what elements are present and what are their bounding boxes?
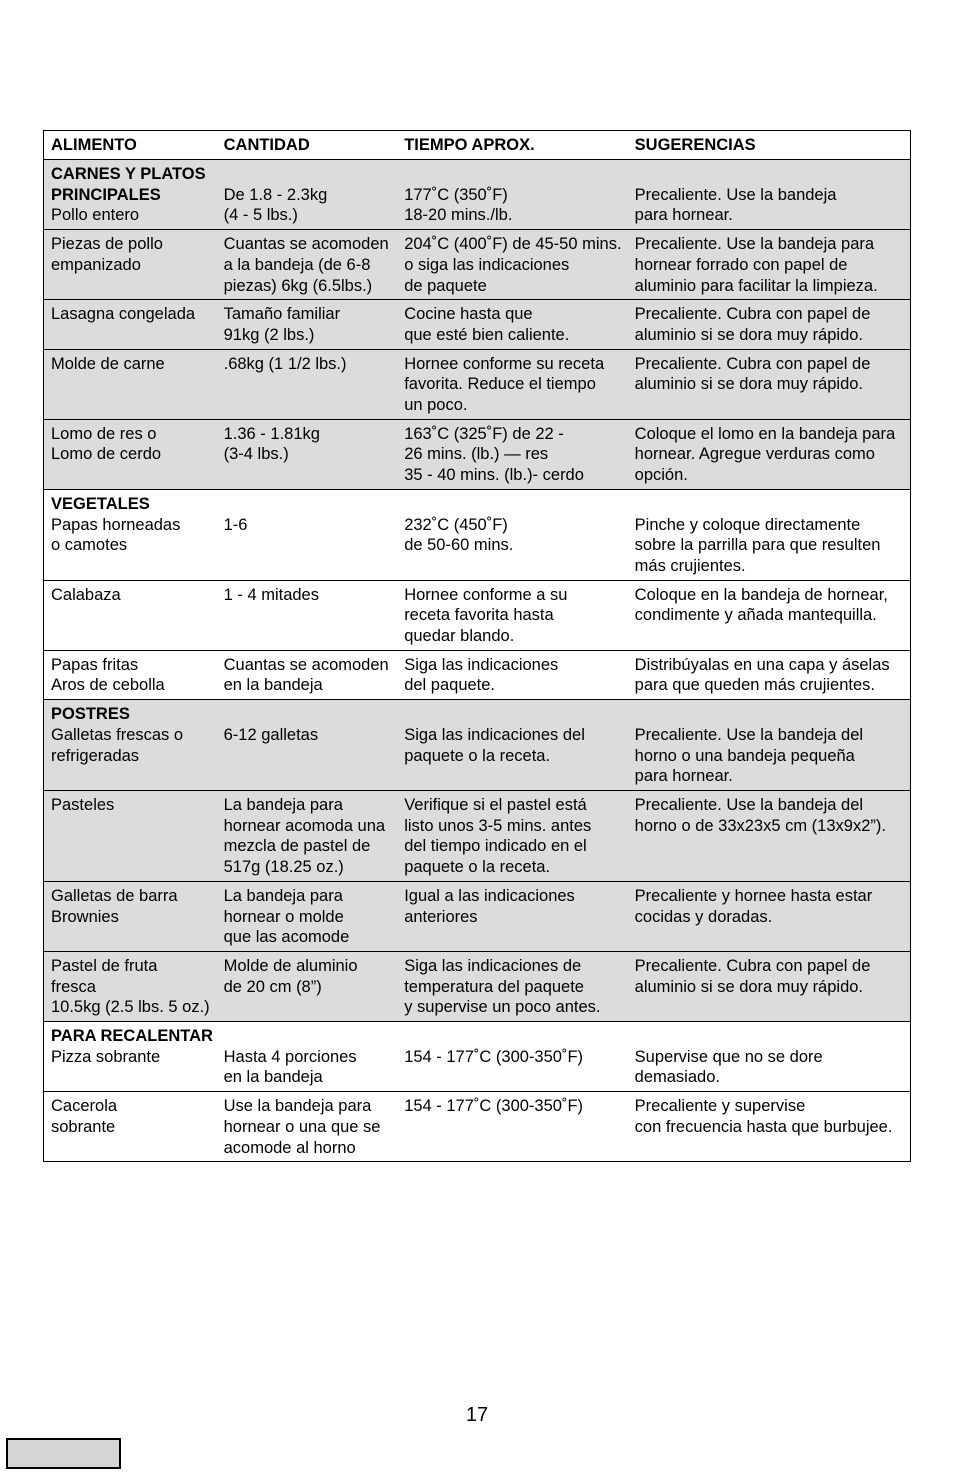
cell-text: Coloque en la bandeja de hornear, condimente y añada mantequilla. [634, 585, 888, 625]
cell-sugerencias [628, 1026, 910, 1088]
section-title: POSTRES [51, 705, 130, 724]
cell-alimento [44, 1026, 217, 1088]
section-spacer [224, 164, 398, 185]
cell-alimento [44, 164, 217, 226]
cell-cantidad [217, 655, 398, 696]
cell-text: Use la bandeja para hornear o una que se acomode al horno [223, 1097, 381, 1157]
cell-text: Tamaño familiar 91kg (2 lbs.) [223, 305, 341, 344]
cell-text: .68kg (1 1/2 lbs.) [223, 354, 347, 373]
section-spacer [224, 494, 398, 515]
section-spacer [404, 704, 627, 725]
cell-alimento [44, 1096, 217, 1158]
cell-text: Pollo entero [51, 206, 140, 225]
cell-text: Precaliente. Cubra con papel de aluminio si se dora muy rápido. [634, 305, 871, 344]
cell-tiempo [397, 1026, 627, 1088]
section-title: CARNES Y PLATOS PRINCIPALES [51, 165, 206, 204]
cell-text: Hasta 4 porciones en la bandeja [223, 1047, 357, 1087]
cell-alimento [44, 354, 217, 416]
cell-text: Cacerola sobrante [51, 1097, 118, 1136]
cell-text: 1 - 4 mitades [223, 585, 319, 604]
cell-sugerencias [628, 655, 910, 696]
cell-tiempo [397, 655, 627, 696]
section-spacer [635, 1026, 910, 1047]
cell-text: Precaliente. Use la bandeja del horno o de 33x23x5 cm (13x9x2”). [634, 795, 886, 835]
table-row [44, 699, 910, 790]
table-header-row [44, 131, 910, 159]
cell-text: Igual a las indicaciones anteriores [404, 886, 575, 926]
section-title: PARA RECALENTAR [51, 1027, 213, 1046]
table-row [44, 580, 910, 650]
table-row [44, 299, 910, 348]
cell-text: Siga las indicaciones del paquete. [404, 655, 559, 695]
table-row [44, 489, 910, 580]
table-row [44, 159, 910, 229]
cell-sugerencias [628, 886, 910, 948]
table-row [44, 349, 910, 419]
cell-sugerencias [628, 304, 910, 345]
cell-text: Cuantas se acomoden a la bandeja (de 6-8 piezas) 6kg (6.5lbs.) [223, 235, 389, 295]
cell-tiempo [397, 704, 627, 787]
cell-tiempo [397, 795, 627, 878]
cell-sugerencias [628, 704, 910, 787]
cell-text: La bandeja para hornear acomoda una mezcla de pastel de 517g (18.25 oz.) [223, 795, 386, 877]
cell-text: Calabaza [51, 585, 121, 604]
cell-cantidad [217, 956, 398, 1018]
cell-tiempo [397, 956, 627, 1018]
cell-alimento [44, 304, 217, 345]
cell-alimento [44, 956, 217, 1018]
table-row [44, 1091, 910, 1161]
cell-sugerencias [628, 585, 910, 647]
cell-text: Precaliente. Use la bandeja del horno o una bandeja pequeña para hornear. [634, 725, 864, 786]
cell-text: Pastel de fruta fresca 10.5kg (2.5 lbs. 5 oz.) [51, 956, 210, 1017]
section-spacer [224, 704, 398, 725]
section-title: VEGETALES [51, 494, 150, 513]
cell-alimento [44, 704, 217, 787]
cell-text: 6-12 galletas [223, 725, 319, 744]
cell-text: Cocine hasta que que esté bien caliente. [404, 305, 570, 344]
cell-alimento [44, 494, 217, 577]
cell-cantidad [217, 164, 398, 226]
table-row [44, 951, 910, 1021]
table-row [44, 790, 910, 881]
cell-text: Siga las indicaciones del paquete o la receta. [404, 725, 585, 765]
cell-text: Distribúyalas en una capa y áselas para que queden más crujientes. [634, 655, 890, 695]
table-row [44, 881, 910, 951]
cell-sugerencias [628, 1096, 910, 1158]
cell-text: Papas horneadas o camotes [51, 515, 181, 555]
cell-cantidad [217, 354, 398, 416]
cell-cantidad [217, 1026, 398, 1088]
header-tiempo: TIEMPO APROX. [404, 136, 535, 155]
cell-cantidad [217, 1096, 398, 1158]
cell-alimento [44, 886, 217, 948]
cell-cantidad [217, 424, 398, 486]
cell-text: Precaliente. Use la bandeja para hornear. [634, 185, 837, 225]
cell-text: Papas fritas Aros de cebolla [51, 655, 165, 695]
section-spacer [404, 164, 627, 185]
cell-text: Precaliente. Use la bandeja para hornear forrado con papel de aluminio para facilitar la limpieza. [634, 235, 878, 295]
cell-tiempo [397, 886, 627, 948]
section-spacer [224, 1026, 398, 1047]
cell-text: Pasteles [51, 795, 115, 814]
section-spacer [404, 494, 627, 515]
cell-text: Piezas de pollo empanizado [51, 235, 163, 274]
cell-text: Siga las indicaciones de temperatura del paquete y supervise un poco antes. [404, 956, 601, 1017]
cell-tiempo [397, 234, 627, 296]
cell-text: 154 - 177˚C (300-350˚F) [404, 1047, 584, 1066]
cell-text: Precaliente. Cubra con papel de aluminio si se dora muy rápido. [634, 354, 871, 394]
cell-text: Precaliente y hornee hasta estar cocidas y doradas. [634, 886, 873, 926]
cell-tiempo [397, 1096, 627, 1158]
table-row [44, 650, 910, 699]
cell-sugerencias [628, 494, 910, 577]
corner-tab-box [6, 1438, 121, 1469]
cell-text: Precaliente. Cubra con papel de aluminio si se dora muy rápido. [634, 956, 871, 996]
cell-tiempo [397, 164, 627, 226]
page-number: 17 [465, 1404, 489, 1426]
cell-text: 232˚C (450˚F) de 50-60 mins. [404, 515, 514, 555]
section-spacer [635, 494, 910, 515]
cell-sugerencias [628, 956, 910, 1018]
table-row [44, 1021, 910, 1091]
cell-text: La bandeja para hornear o molde que las acomode [223, 886, 350, 947]
cell-alimento [44, 424, 217, 486]
cell-text: Hornee conforme su receta favorita. Reduce el tiempo un poco. [404, 354, 605, 415]
cell-cantidad [217, 704, 398, 787]
cell-sugerencias [628, 795, 910, 878]
cell-sugerencias [628, 234, 910, 296]
table-body [44, 159, 910, 1161]
cell-text: De 1.8 - 2.3kg (4 - 5 lbs.) [223, 185, 328, 225]
cell-alimento [44, 234, 217, 296]
cell-text: Pinche y coloque directamente sobre la parrilla para que resulten más crujientes. [634, 515, 881, 575]
section-spacer [635, 704, 910, 725]
cell-text: Coloque el lomo en la bandeja para hornear. Agregue verduras como opción. [634, 424, 896, 485]
table-row [44, 229, 910, 299]
cell-text: 1.36 - 1.81kg (3-4 lbs.) [223, 424, 320, 464]
cell-sugerencias [628, 424, 910, 486]
cell-text: Lomo de res o Lomo de cerdo [51, 424, 162, 464]
cell-sugerencias [628, 354, 910, 416]
cell-text: Lasagna congelada [51, 305, 196, 324]
cell-cantidad [217, 585, 398, 647]
cell-text: Verifique si el pastel está listo unos 3-5 mins. antes del tiempo indicado en el paquete o la receta. [404, 795, 592, 877]
cell-text: Galletas de barra Brownies [51, 886, 178, 926]
cell-text: Hornee conforme a su receta favorita hasta quedar blando. [404, 585, 568, 646]
cell-tiempo [397, 585, 627, 647]
cell-cantidad [217, 234, 398, 296]
header-sugerencias: SUGERENCIAS [634, 136, 756, 155]
cell-alimento [44, 795, 217, 878]
cell-text: 204˚C (400˚F) de 45-50 mins. o siga las indicaciones de paquete [404, 235, 622, 295]
table-row [44, 419, 910, 489]
cell-text: Supervise que no se dore demasiado. [634, 1047, 823, 1087]
cell-tiempo [397, 304, 627, 345]
cell-tiempo [397, 424, 627, 486]
cell-text: Cuantas se acomoden en la bandeja [223, 655, 389, 695]
header-cantidad: CANTIDAD [223, 136, 310, 155]
section-spacer [404, 1026, 627, 1047]
cell-text: 154 - 177˚C (300-350˚F) [404, 1097, 584, 1116]
cell-text: Galletas frescas o refrigeradas [51, 725, 184, 765]
cell-cantidad [217, 304, 398, 345]
cell-cantidad [217, 886, 398, 948]
cell-tiempo [397, 354, 627, 416]
cell-alimento [44, 585, 217, 647]
cell-text: 1-6 [223, 515, 248, 534]
cooking-chart-table [43, 130, 911, 1162]
cell-text: 163˚C (325˚F) de 22 - 26 mins. (lb.) — res 35 - 40 mins. (lb.)- cerdo [404, 424, 584, 485]
cell-alimento [44, 655, 217, 696]
cell-text: Molde de aluminio de 20 cm (8”) [223, 956, 358, 996]
cell-text: 177˚C (350˚F) 18-20 mins./lb. [404, 185, 513, 225]
cell-tiempo [397, 494, 627, 577]
cell-text: Pizza sobrante [51, 1047, 161, 1066]
cell-text: Precaliente y supervise con frecuencia hasta que burbujee. [634, 1097, 893, 1136]
cell-text: Molde de carne [51, 354, 165, 373]
cell-cantidad [217, 795, 398, 878]
cell-sugerencias [628, 164, 910, 226]
cell-cantidad [217, 494, 398, 577]
header-alimento: ALIMENTO [51, 136, 137, 155]
section-spacer [635, 164, 910, 185]
